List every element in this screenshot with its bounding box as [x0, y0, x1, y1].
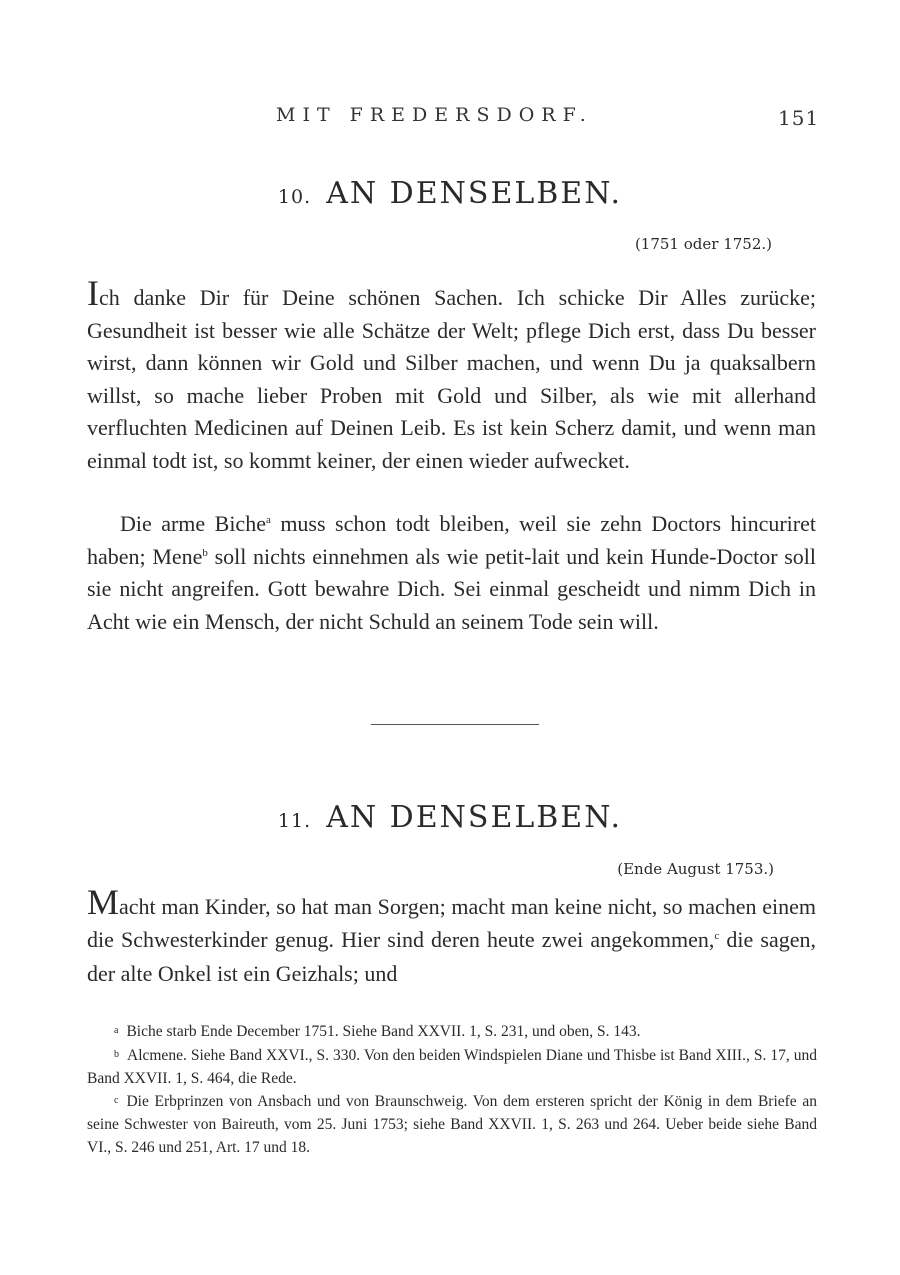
letter-11-number: 11. [277, 810, 312, 832]
p2-part-b: muss schon todt bleiben, weil sie zehn Doctors hincuriret haben; Mene [87, 511, 816, 569]
p2-part-a: Die arme Biche [120, 511, 266, 536]
letter-10-paragraph-1-text: ch danke Dir für Deine schönen Sachen. Ich schicke Dir Alles zurücke; Gesundheit ist besser wie alle Schätze der Welt; pflege Dich erst, dass Du besser wirst, dann können wir Gold und Silber machen, und wenn Du ja quaksalbern willst, so mache lieber Proben mit Gold und Silber, als wie mit allerhand verfluchten Medicinen auf Deinen Leib. Es ist kein Scherz damit, und wenn man einmal todt ist, so kommt keiner, der einen wieder aufwecket. [87, 285, 816, 473]
letter-10-heading [0, 176, 900, 211]
letter-11-date: (Ende August 1753.) [617, 860, 774, 878]
letter-11-part-b: die sagen, der alte Onkel ist ein Geizhals; und [87, 927, 816, 986]
footnote-text: Biche starb Ende December 1751. Siehe Band XXVII. 1, S. 231, und oben, S. 143. [126, 1023, 641, 1040]
running-head: MIT FREDERSDORF. [276, 104, 593, 126]
footnote-ref-b: b [202, 546, 208, 559]
letter-11-heading [0, 800, 900, 835]
footnote-mark: a [114, 1025, 119, 1036]
letter-11-paragraph-1 [87, 882, 816, 990]
footnote-text: Die Erbprinzen von Ansbach und von Braunschweig. Von dem ersteren spricht der König in dem Briefe an seine Schwester von Baireuth, vom 25. Juni 1753; siehe Band XXVII. 1, S. 263 und 264. Ueber beide siehe Band VI., S. 246 und 251, Art. 17 und 18. [87, 1093, 817, 1156]
footnote-text: Alcmene. Siehe Band XXVI., S. 330. Von den beiden Windspielen Diane und Thisbe ist Band XIII., S. 17, und Band XXVII. 1, S. 464, die Rede. [87, 1046, 817, 1087]
letter-10-paragraph-1 [87, 273, 816, 478]
footnote-a [87, 1020, 817, 1044]
footnote-mark: c [114, 1095, 119, 1107]
footnote-ref-c: c [714, 930, 720, 943]
letter-11-part-a: acht man Kinder, so hat man Sorgen; macht man keine nicht, so machen einem die Schwesterkinder genug. Hier sind deren heute zwei angekommen, [87, 894, 816, 953]
footnote-ref-a: a [265, 514, 271, 526]
letter-10-paragraph-2 [87, 508, 816, 638]
letter-10-number: 10. [277, 186, 312, 208]
letter-10-date: (1751 oder 1752.) [634, 235, 772, 253]
footnote-mark: b [114, 1048, 119, 1060]
footnote-b [87, 1044, 817, 1091]
footnotes [87, 1020, 817, 1160]
footnote-c [87, 1090, 817, 1159]
page-number: 151 [778, 106, 820, 130]
letter-10-dropcap: I [87, 273, 99, 313]
letter-11-title: AN DENSELBEN. [326, 800, 623, 835]
p2-part-c: soll nichts einnehmen als wie petit-lait und kein Hunde-Doctor soll sie nicht angreifen. Gott bewahre Dich. Sei einmal gescheidt und nimm Dich in Acht wie ein Mensch, der nicht Schuld an seinem Tode sein will. [87, 543, 817, 634]
section-divider [371, 724, 539, 725]
letter-11-dropcap: M [87, 882, 120, 922]
letter-10-title: AN DENSELBEN. [326, 176, 623, 211]
